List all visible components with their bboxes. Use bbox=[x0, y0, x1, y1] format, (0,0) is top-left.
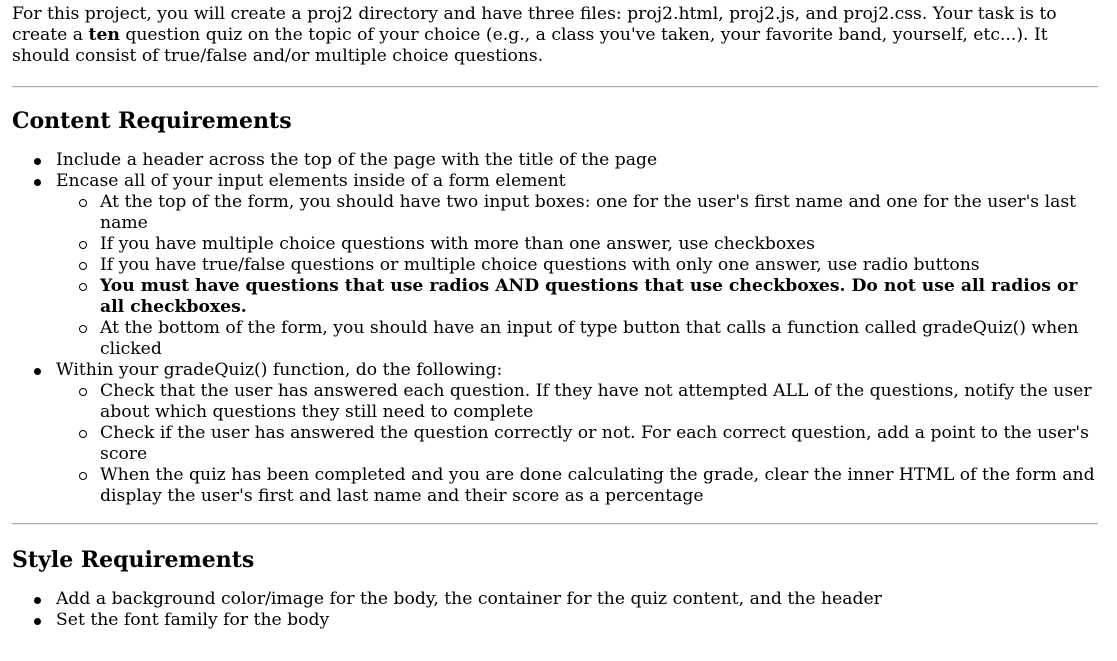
intro-paragraph bbox=[12, 0, 1102, 67]
section-divider bbox=[12, 86, 1098, 88]
bullet-icon bbox=[34, 368, 41, 375]
circle-bullet-icon bbox=[79, 241, 87, 249]
subitem-text: Check if the user has answered the question correctly or not. For each correct question, add a point to the user's score bbox=[100, 423, 1089, 464]
circle-bullet-icon bbox=[79, 472, 87, 480]
subitem-name-inputs bbox=[56, 192, 1100, 234]
circle-bullet-icon bbox=[79, 388, 87, 396]
style-item-background bbox=[12, 589, 1112, 610]
content-item-header bbox=[12, 150, 1112, 171]
content-requirements-list bbox=[12, 150, 1112, 507]
style-item-font bbox=[12, 610, 1112, 631]
subitem-text: At the top of the form, you should have two input boxes: one for the user's first name and one for the user's last name bbox=[100, 192, 1077, 233]
bullet-icon bbox=[34, 179, 41, 186]
subitem-text: When the quiz has been completed and you are done calculating the grade, clear the inner HTML of the form and display the user's first and last name and their score as a percentage bbox=[100, 465, 1095, 506]
subitem-text: If you have true/false questions or multiple choice questions with only one answer, use radio buttons bbox=[100, 255, 980, 275]
style-requirements-heading: Style Requirements bbox=[12, 547, 255, 573]
subitem-grade-button bbox=[56, 318, 1100, 360]
bullet-icon bbox=[34, 597, 41, 604]
content-item-text: Within your gradeQuiz() function, do the following: bbox=[56, 360, 503, 380]
subitem-text: Check that the user has answered each question. If they have not attempted ALL of the questions, notify the user about which questions they still need to complete bbox=[100, 381, 1092, 422]
style-item-text: Add a background color/image for the body, the container for the quiz content, and the header bbox=[56, 589, 882, 609]
style-requirements-list bbox=[12, 589, 1112, 631]
style-item-text: Set the font family for the body bbox=[56, 610, 330, 630]
intro-text-before: For this project, you will create a proj2 directory and have three files: proj2.html, proj2.js, and proj2.css. Your task is to create a bbox=[12, 4, 1057, 45]
subitem-check-correct bbox=[56, 423, 1100, 465]
circle-bullet-icon bbox=[79, 199, 87, 207]
subitem-check-answered bbox=[56, 381, 1100, 423]
circle-bullet-icon bbox=[79, 430, 87, 438]
subitem-text: If you have multiple choice questions with more than one answer, use checkboxes bbox=[100, 234, 815, 254]
subitem-radios-and-checkboxes bbox=[56, 276, 1100, 318]
subitem-text: At the bottom of the form, you should have an input of type button that calls a function called gradeQuiz() when clicked bbox=[100, 318, 1079, 359]
circle-bullet-icon bbox=[79, 283, 87, 291]
content-item-gradequiz bbox=[12, 360, 1112, 507]
subitem-checkboxes bbox=[56, 234, 1100, 255]
subitem-text-bold: You must have questions that use radios AND questions that use checkboxes. Do not use all radios or all checkboxes. bbox=[100, 276, 1078, 317]
circle-bullet-icon bbox=[79, 262, 87, 270]
gradequiz-subitems-list bbox=[56, 381, 1112, 507]
subitem-radio-buttons bbox=[56, 255, 1100, 276]
content-requirements-heading: Content Requirements bbox=[12, 108, 292, 134]
content-item-text: Include a header across the top of the page with the title of the page bbox=[56, 150, 658, 170]
content-item-form bbox=[12, 171, 1112, 360]
circle-bullet-icon bbox=[79, 325, 87, 333]
bullet-icon bbox=[34, 158, 41, 165]
bullet-icon bbox=[34, 618, 41, 625]
subitem-display-score bbox=[56, 465, 1100, 507]
section-divider bbox=[12, 523, 1098, 525]
form-subitems-list bbox=[56, 192, 1112, 360]
intro-emphasis: ten bbox=[88, 25, 120, 45]
content-item-text: Encase all of your input elements inside of a form element bbox=[56, 171, 566, 191]
intro-text-after: question quiz on the topic of your choice (e.g., a class you've taken, your favorite band, yourself, etc...). It should consist of true/false and/or multiple choice questions. bbox=[12, 25, 1048, 66]
